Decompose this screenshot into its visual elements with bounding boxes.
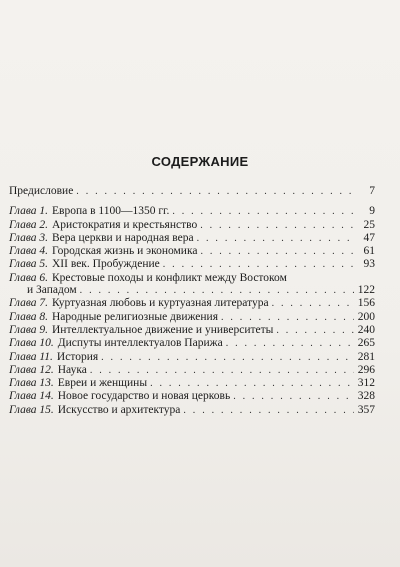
toc-entry [9, 245, 375, 258]
page-number: 357 [357, 403, 375, 416]
chapter-label: Глава 15. [9, 403, 54, 416]
chapter-label: Глава 2. [9, 218, 48, 231]
page-number: 156 [357, 297, 375, 310]
chapter-label: Глава 6. [9, 271, 48, 284]
table-of-contents [9, 185, 375, 417]
dot-leader [200, 246, 354, 258]
entry-title: Куртуазная любовь и куртуазная литература [52, 297, 269, 310]
page-number: 265 [357, 337, 375, 350]
page-number: 240 [357, 323, 375, 336]
page-number: 122 [357, 284, 375, 297]
toc-entry [9, 351, 375, 364]
dot-leader [226, 338, 354, 350]
chapter-label: Глава 13. [9, 377, 54, 390]
dot-leader [197, 233, 354, 245]
entry-title: Народные религиозные движения [52, 310, 218, 323]
page-number: 328 [357, 390, 375, 403]
page-number: 93 [363, 258, 375, 271]
dot-leader [233, 391, 354, 403]
chapter-label: Глава 3. [9, 231, 48, 244]
chapter-label: Глава 7. [9, 297, 48, 310]
toc-entry [9, 390, 375, 403]
entry-title: Крестовые походы и конфликт между Востоком [52, 271, 287, 284]
page-number: 25 [363, 218, 375, 231]
chapter-label: Глава 14. [9, 390, 54, 403]
toc-entry [9, 337, 375, 350]
chapter-label: Глава 12. [9, 363, 54, 376]
toc-entry [9, 324, 375, 337]
entry-title: История [56, 350, 99, 363]
entry-title-continuation: и Западом [27, 284, 77, 297]
entry-title: Наука [57, 363, 87, 376]
dot-leader [221, 312, 354, 324]
page-number: 47 [363, 231, 375, 244]
dot-leader [163, 259, 354, 271]
toc-entry [9, 404, 375, 417]
entry-title: Новое государство и новая церковь [57, 390, 231, 403]
entry-title: Европа в 1100—1350 гг. [52, 205, 170, 218]
page-number: 200 [357, 310, 375, 323]
toc-entry-preface [9, 185, 375, 198]
page-number: 312 [357, 377, 375, 390]
toc-entry [9, 311, 375, 324]
chapter-label: Глава 4. [9, 245, 48, 258]
page-number: 9 [369, 205, 375, 218]
dot-leader [276, 325, 354, 337]
entry-title: Предисловие [9, 185, 74, 197]
dot-leader [183, 405, 354, 417]
dot-leader [272, 298, 354, 310]
dot-leader [150, 378, 354, 390]
toc-entry [9, 258, 375, 271]
chapter-label: Глава 5. [9, 258, 48, 271]
toc-entry [9, 205, 375, 218]
entry-title: XII век. Пробуждение [52, 258, 160, 271]
page-number: 61 [363, 245, 375, 258]
chapter-label: Глава 10. [9, 337, 54, 350]
dot-leader [200, 220, 354, 232]
chapter-label: Глава 8. [9, 310, 48, 323]
entry-title: Аристократия и крестьянство [52, 218, 198, 231]
entry-title: Вера церкви и народная вера [52, 231, 194, 244]
toc-entry [9, 297, 375, 310]
entry-title: Интеллектуальное движение и университеты [52, 323, 274, 336]
page-number: 7 [369, 185, 375, 197]
entry-title: Искусство и архитектура [57, 403, 181, 416]
toc-entry [9, 377, 375, 390]
dot-leader [76, 186, 354, 198]
toc-entry [9, 219, 375, 232]
entry-title: Городская жизнь и экономика [52, 245, 198, 258]
chapter-label: Глава 9. [9, 323, 48, 336]
toc-entry [9, 272, 375, 298]
page-number: 296 [357, 363, 375, 376]
dot-leader [101, 352, 354, 364]
page-number: 281 [357, 350, 375, 363]
entry-title: Евреи и женщины [57, 377, 148, 390]
dot-leader [90, 365, 354, 377]
dot-leader [172, 206, 354, 218]
toc-entry [9, 232, 375, 245]
chapter-label: Глава 1. [9, 205, 48, 218]
contents-heading: СОДЕРЖАНИЕ [151, 154, 249, 169]
entry-title: Диспуты интеллектуалов Парижа [57, 337, 223, 350]
toc-entry [9, 364, 375, 377]
chapter-label: Глава 11. [9, 350, 53, 363]
dot-leader [80, 285, 354, 297]
